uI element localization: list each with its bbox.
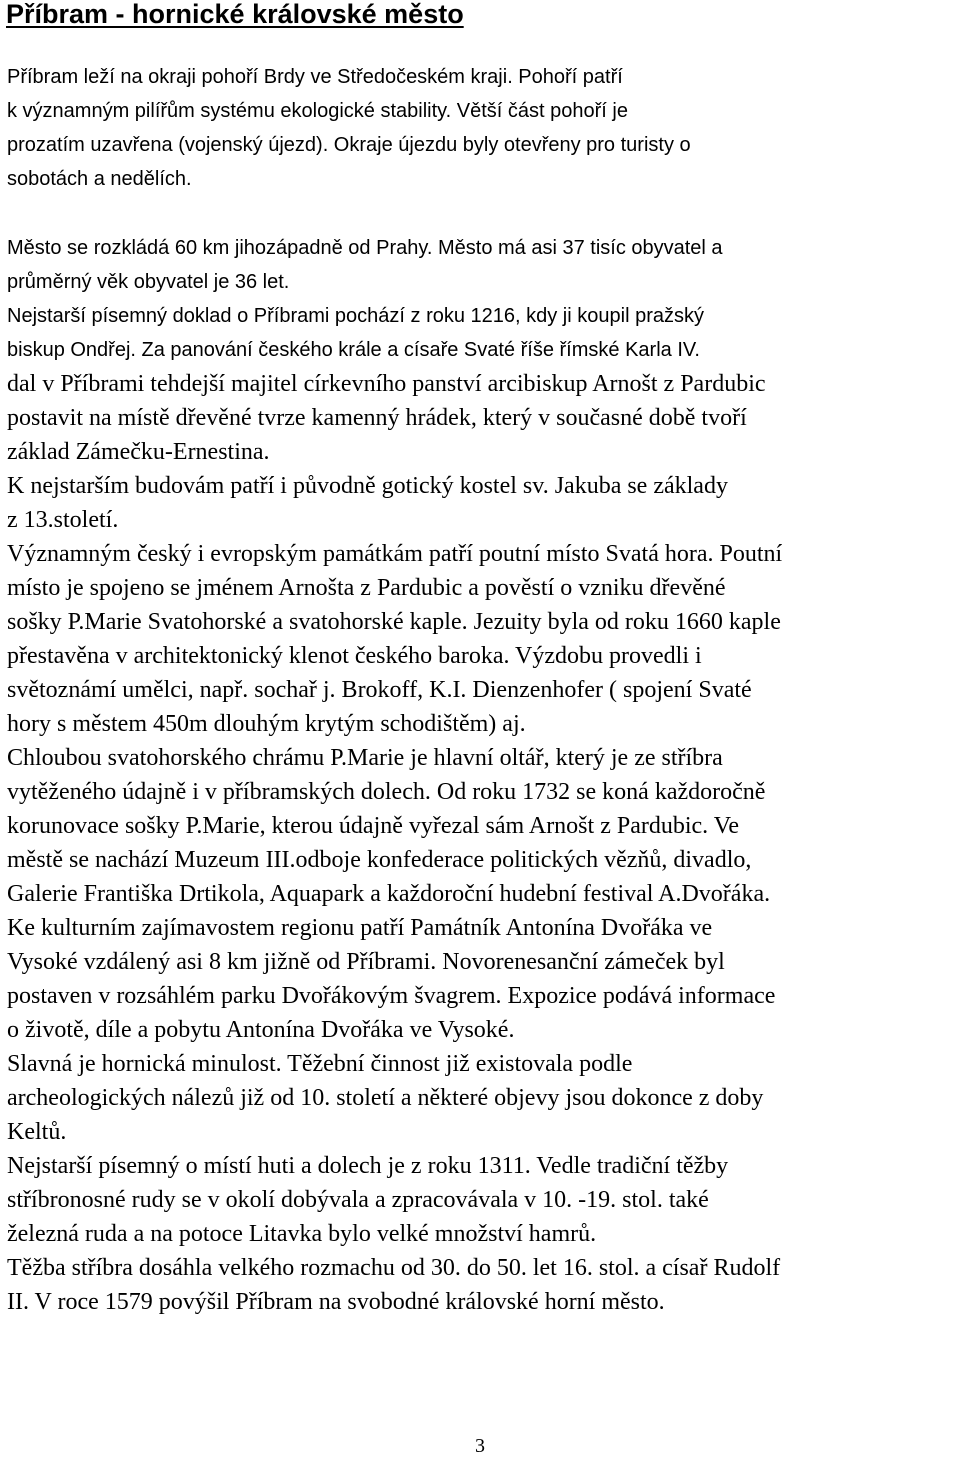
text-line: z 13.století. [7,507,119,533]
text-line: Těžba stříbra dosáhla velkého rozmachu od 30. do 50. let 16. stol. a císař Rudolf [7,1255,781,1281]
text-line: postavit na místě dřevěné tvrze kamenný hrádek, který v současné době tvoří [7,405,747,431]
text-line: Slavná je hornická minulost. Těžební činnost již existovala podle [7,1051,633,1077]
text-line: II. V roce 1579 povýšil Příbram na svobodné královské horní město. [7,1289,665,1315]
text-line: průměrný věk obyvatel je 36 let. [7,271,290,293]
text-line: Ke kulturním zajímavostem regionu patří Památník Antonína Dvořáka ve [7,915,713,941]
text-line: korunovace sošky P.Marie, kterou údajně vyřezal sám Arnošt z Pardubic. Ve [7,813,740,839]
text-line: o životě, díle a pobytu Antonína Dvořáka ve Vysoké. [7,1017,515,1043]
text-line: základ Zámečku-Ernestina. [7,439,270,465]
text-line: biskup Ondřej. Za panování českého krále a císaře Svaté říše římské Karla IV. [7,339,700,361]
text-line: dal v Příbrami tehdejší majitel církevního panství arcibiskup Arnošt z Pardubic [7,371,766,397]
text-line: prozatím uzavřena (vojenský újezd). Okraje újezdu byly otevřeny pro turisty o [7,134,691,156]
text-line: železná ruda a na potoce Litavka bylo velké množství hamrů. [7,1221,597,1247]
text-line: Příbram leží na okraji pohoří Brdy ve Středočeském kraji. Pohoří patří [7,66,623,88]
text-line: postaven v rozsáhlém parku Dvořákovým švagrem. Expozice podává informace [7,983,776,1009]
text-line: místo je spojeno se jménem Arnošta z Pardubic a pověstí o vzniku dřevěné [7,575,726,601]
text-line: Keltů. [7,1119,67,1145]
page-title: Příbram - hornické královské město [6,0,464,29]
text-line: Město se rozkládá 60 km jihozápadně od Prahy. Město má asi 37 tisíc obyvatel a [7,237,723,259]
text-line: hory s městem 450m dlouhým krytým schodištěm) aj. [7,711,526,737]
text-line: K nejstarším budovám patří i původně gotický kostel sv. Jakuba se základy [7,473,728,499]
text-line: přestavěna v architektonický klenot českého baroka. Výzdobu provedli i [7,643,702,669]
text-line: sošky P.Marie Svatohorské a svatohorské kaple. Jezuity byla od roku 1660 kaple [7,609,781,635]
text-line: Galerie Františka Drtikola, Aquapark a každoroční hudební festival A.Dvořáka. [7,881,771,907]
text-line: archeologických nálezů již od 10. století a některé objevy jsou dokonce z doby [7,1085,764,1111]
text-line: Nejstarší písemný doklad o Příbrami pochází z roku 1216, kdy ji koupil pražský [7,305,704,327]
page-number: 3 [475,1435,485,1457]
text-line: Vysoké vzdálený asi 8 km jižně od Příbrami. Novorenesanční zámeček byl [7,949,725,975]
text-line: sobotách a nedělích. [7,168,192,190]
text-line: vytěženého údajně i v příbramských dolech. Od roku 1732 se koná každoročně [7,779,766,805]
text-line: světoznámí umělci, např. sochař j. Brokoff, K.I. Dienzenhofer ( spojení Svaté [7,677,752,703]
text-line: Významným český i evropským památkám patří poutní místo Svatá hora. Poutní [7,541,783,567]
text-line: Nejstarší písemný o místí huti a dolech je z roku 1311. Vedle tradiční těžby [7,1153,729,1179]
text-line: k významným pilířům systému ekologické stability. Větší část pohoří je [7,100,628,122]
text-line: městě se nachází Muzeum III.odboje konfederace politických vězňů, divadlo, [7,847,752,873]
text-line: Chloubou svatohorského chrámu P.Marie je hlavní oltář, který je ze stříbra [7,745,723,771]
text-line: stříbronosné rudy se v okolí dobývala a zpracovávala v 10. -19. stol. také [7,1187,709,1213]
